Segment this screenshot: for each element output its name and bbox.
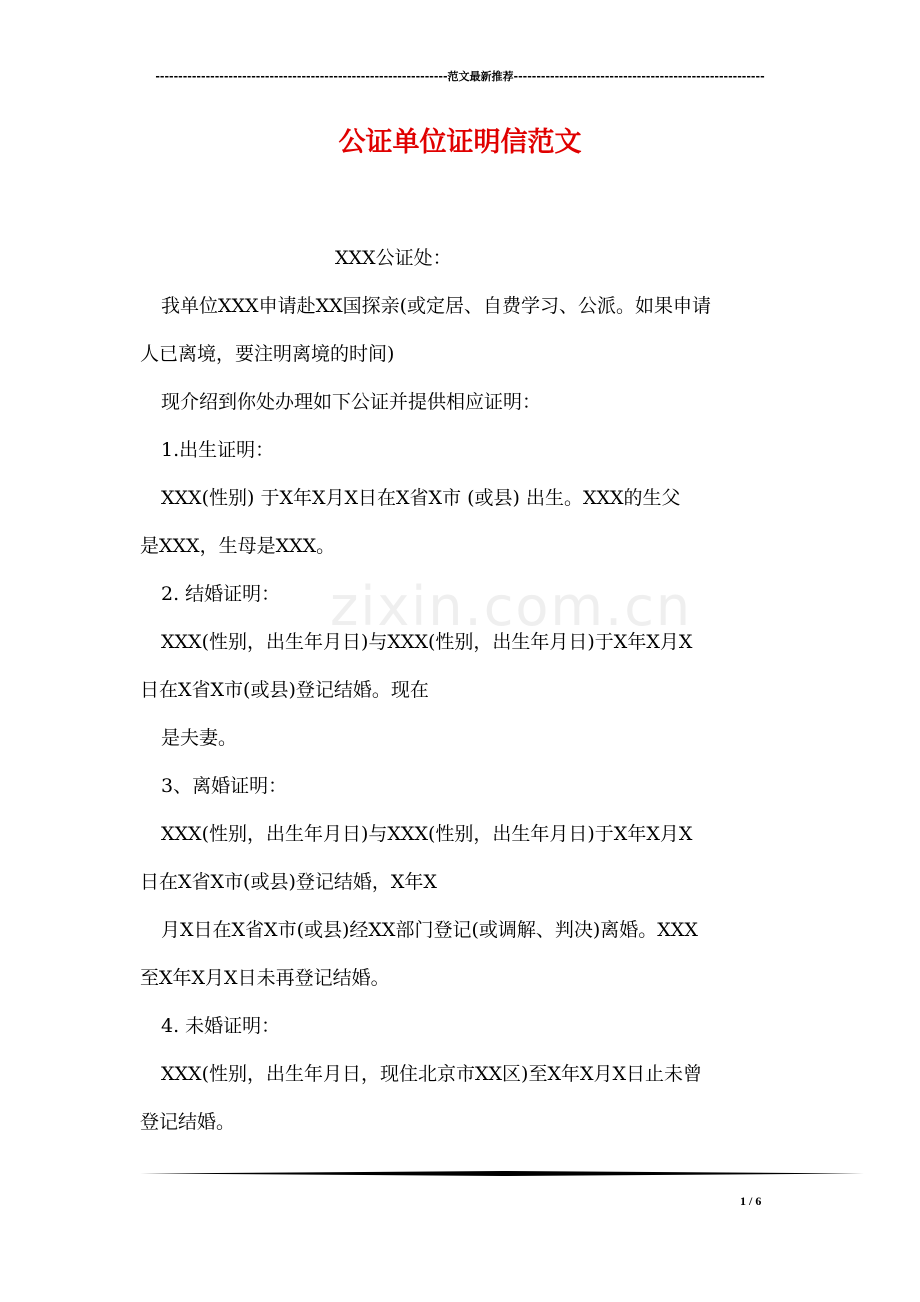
paragraph-line: XXX(性别，出生年月日，现住北京市XX区)至X年X月X日止未曾 xyxy=(161,1063,703,1085)
section-heading: 2. 结婚证明： xyxy=(161,583,281,605)
section-heading: 3、离婚证明： xyxy=(161,775,288,797)
paragraph-line: 至X年X月X日未再登记结婚。 xyxy=(140,967,390,989)
page-header: ----------------------------------------------------------------范文最新推荐------------------------------------------------------- xyxy=(155,70,765,83)
letter-body xyxy=(140,234,785,1146)
document-title: 公证单位证明信范文 xyxy=(338,127,582,158)
paragraph-line: 日在X省X市(或县)登记结婚。现在 xyxy=(140,679,429,701)
section-heading: 4. 未婚证明： xyxy=(161,1015,281,1037)
paragraph-line: 我单位XXX申请赴XX国探亲(或定居、自费学习、公派。如果申请 xyxy=(161,295,712,317)
paragraph-line: 现介绍到你处办理如下公证并提供相应证明： xyxy=(161,391,542,413)
paragraph-line: XXX(性别，出生年月日)与XXX(性别，出生年月日)于X年X月X xyxy=(161,823,693,845)
watermark: zixin.com.cn xyxy=(330,575,693,638)
section-heading: 1.出生证明： xyxy=(161,439,275,461)
page-number: 1 / 6 xyxy=(740,1194,762,1208)
paragraph-line: XXX(性别，出生年月日)与XXX(性别，出生年月日)于X年X月X xyxy=(161,631,693,653)
paragraph-line: 是夫妻。 xyxy=(161,727,238,749)
footer-divider xyxy=(140,1171,864,1176)
paragraph-line: 日在X省X市(或县)登记结婚，X年X xyxy=(140,871,437,893)
salutation: XXX公证处： xyxy=(335,247,452,269)
paragraph-line: 人已离境，要注明离境的时间) xyxy=(140,343,395,365)
paragraph-line: 登记结婚。 xyxy=(140,1111,236,1133)
paragraph-line: 是XXX，生母是XXX。 xyxy=(140,535,336,557)
paragraph-line: XXX(性别) 于X年X月X日在X省X市 (或县) 出生。XXX的生父 xyxy=(161,487,681,509)
paragraph-line: 月X日在X省X市(或县)经XX部门登记(或调解、判决)离婚。XXX xyxy=(161,919,698,941)
